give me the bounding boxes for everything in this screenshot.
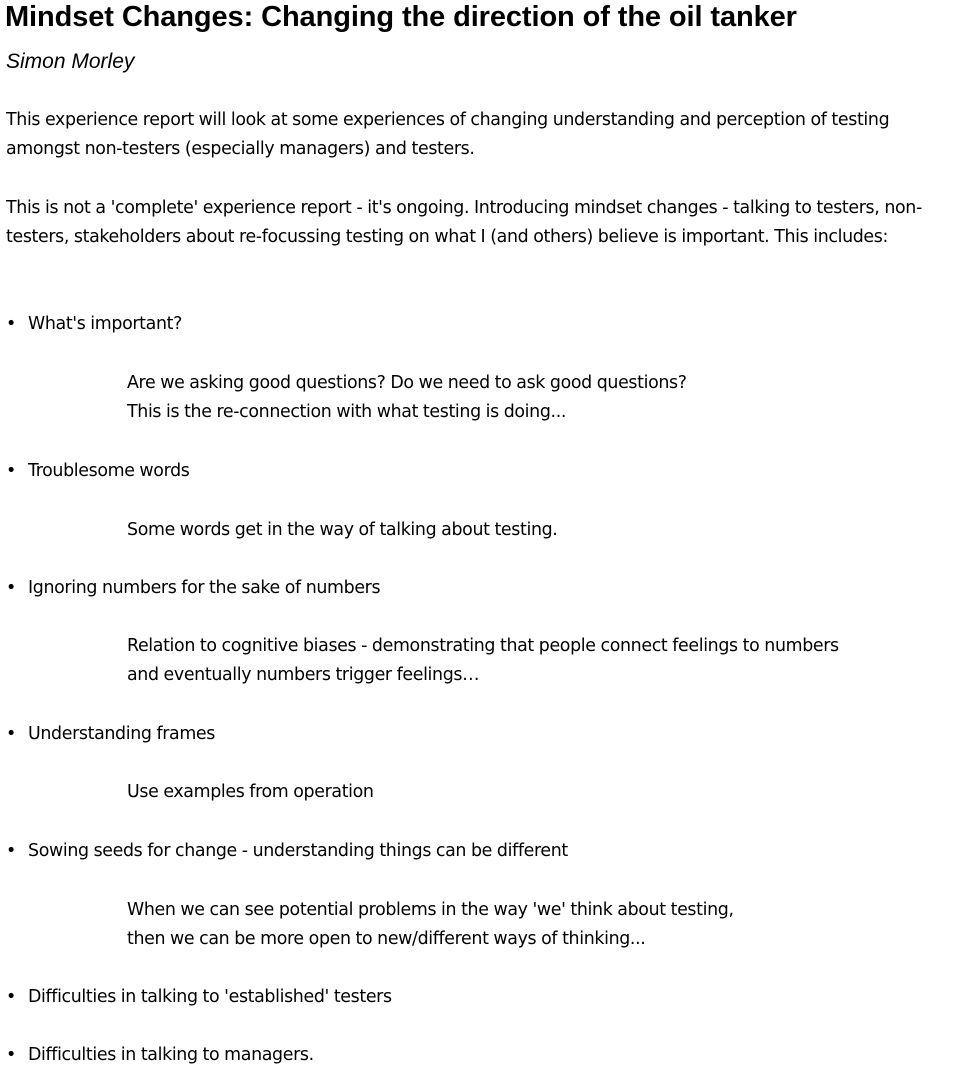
detail-line: Use examples from operation — [127, 782, 374, 802]
bullet-marker: • — [6, 461, 17, 481]
bullet-item-whats-important: What's important? — [28, 314, 182, 334]
detail-line: Are we asking good questions? Do we need to ask good questions? — [127, 373, 687, 393]
bullet-marker: • — [6, 578, 17, 598]
bullet-item-sowing-seeds: Sowing seeds for change - understanding things can be different — [28, 841, 568, 861]
bullet-item-managers: Difficulties in talking to managers. — [28, 1045, 314, 1065]
detail-line: Some words get in the way of talking about testing. — [127, 520, 558, 540]
bullet-details — [127, 778, 957, 807]
bullet-marker: • — [6, 314, 17, 334]
bullet-details — [127, 516, 957, 545]
detail-line: This is the re-connection with what testing is doing... — [127, 402, 567, 423]
detail-line: Relation to cognitive biases - demonstrating that people connect feelings to numbers — [127, 636, 839, 656]
bullet-item-established-testers: Difficulties in talking to 'established' testers — [28, 987, 392, 1007]
bullet-item-understanding-frames: Understanding frames — [28, 724, 215, 744]
detail-line: and eventually numbers trigger feelings… — [127, 665, 480, 686]
bullet-details — [127, 896, 957, 955]
bullet-marker: • — [6, 724, 17, 744]
bullet-marker: • — [6, 987, 17, 1007]
document-title: Mindset Changes: Changing the direction of the oil tanker — [5, 1, 797, 33]
bullet-marker: • — [6, 1045, 17, 1065]
bullet-details — [127, 632, 957, 691]
author-name: Simon Morley — [6, 50, 135, 73]
bullet-item-troublesome-words: Troublesome words — [28, 461, 190, 481]
detail-line: When we can see potential problems in the way 'we' think about testing, — [127, 900, 734, 920]
bullet-marker: • — [6, 841, 17, 861]
detail-line: then we can be more open to new/different ways of thinking... — [127, 929, 646, 950]
bullet-item-ignoring-numbers: Ignoring numbers for the sake of numbers — [28, 578, 381, 598]
bullet-details — [127, 369, 957, 428]
status-paragraph: This is not a 'complete' experience report - it's ongoing. Introducing mindset changes - talking to testers, non-testers, stakeholders about re-focussing testing on what I (and others) believe is important. This includes: — [6, 198, 922, 248]
intro-paragraph: This experience report will look at some experiences of changing understanding and perception of testing amongst non-testers (especially managers) and testers. — [6, 110, 890, 160]
